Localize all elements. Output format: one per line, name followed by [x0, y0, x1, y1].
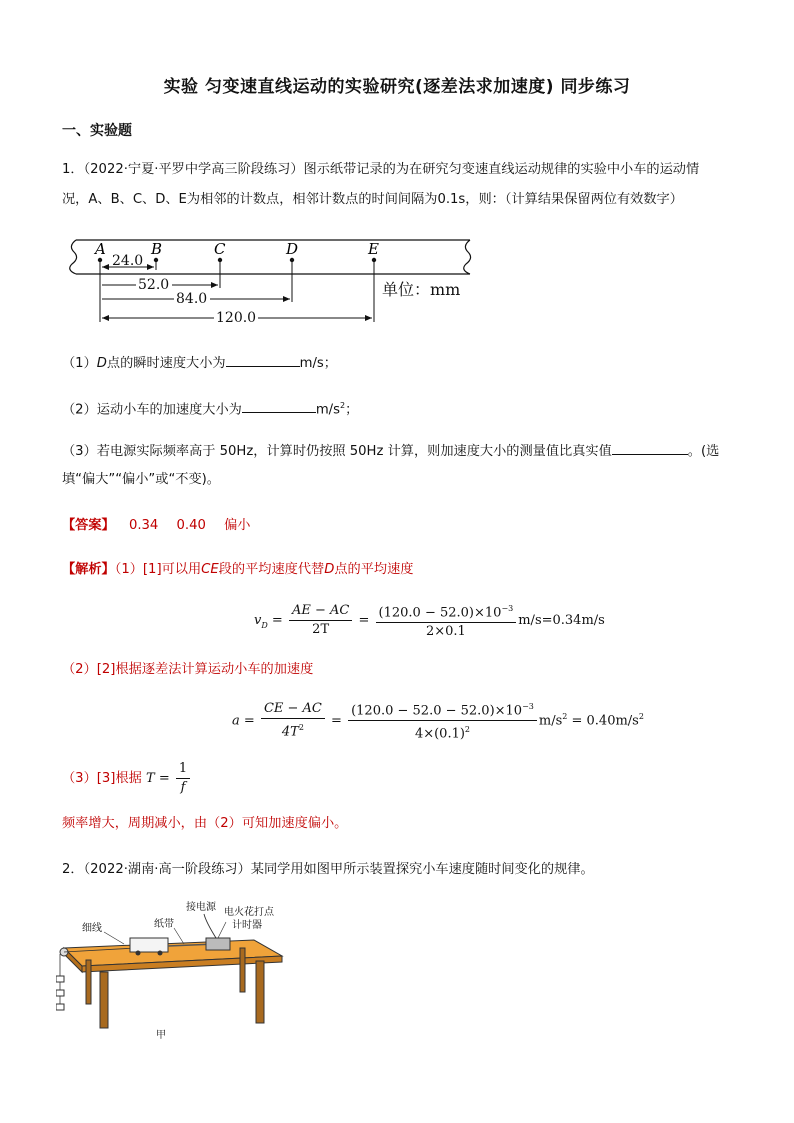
weight-icon — [56, 976, 64, 982]
q1-stem-line1: 1．（2022·宁夏·平罗中学高三阶段练习）图示纸带记录的为在研究匀变速直线运动规律的实验中小车的运动情 — [62, 162, 700, 177]
answer-row — [62, 516, 250, 536]
q1-sub1: （1）D点的瞬时速度大小为 m/s； — [62, 352, 337, 374]
power-cable — [204, 914, 216, 938]
unit-label: 单位：mm — [382, 280, 461, 299]
formula-acceleration: a = $\frac{CE - AC}{4T^2}$ = $\frac{(120.0 - 52.0 - 52.0)\times 10^{-3}}{4\times(0.1)^2}$ $m/s^2 = 0.40m/s^2$ — [232, 698, 644, 744]
analysis-line1: 【解析】（1）[1]可以用CE段的平均速度代替D点的平均速度 — [62, 562, 414, 577]
dim-ac: 52.0 — [138, 277, 170, 293]
analysis-conclusion: 频率增大，周期减小，由（2）可知加速度偏小。 — [62, 816, 348, 831]
dimension-labels — [110, 252, 460, 326]
page-title: 实验 匀变速直线运动的实验研究(逐差法求加速度) 同步练习 — [163, 77, 631, 97]
point-c-label: C — [214, 240, 226, 258]
analysis-line3: （3）[3]根据 T = $\frac{1}{f}$ — [62, 760, 192, 797]
point-d-label: D — [286, 240, 299, 258]
answer-blank-3[interactable] — [612, 440, 688, 455]
q1-sub3-line2: 填“偏大”“偏小”或“不变)。 — [62, 472, 220, 487]
spark-timer-icon — [206, 938, 230, 950]
formula-velocity: $v_D$ = $\frac{AE - AC}{2T}$ = $\frac{(120.0 - 52.0)\times 10^{-3}}{2\times 0.1}$ m/s=0.34m/s — [254, 600, 605, 641]
label-timer-line1: 电火花打点 — [224, 907, 274, 918]
q2-stem: 2．（2022·湖南·高一阶段练习）某同学用如图甲所示装置探究小车速度随时间变化的规律。 — [62, 862, 594, 877]
analysis-line2: （2）[2]根据逐差法计算运动小车的加速度 — [62, 662, 314, 677]
table-leg — [100, 972, 108, 1028]
label-timer-line2: 计时器 — [232, 920, 262, 931]
point-a-label: A — [95, 240, 106, 258]
apparatus-figure — [56, 900, 296, 1042]
answer-label: 【答案】 — [62, 518, 115, 533]
section-heading: 一、实验题 — [62, 123, 132, 139]
dim-ae: 120.0 — [216, 310, 257, 326]
q1-sub2: （2）运动小车的加速度大小为 $m/s^2$； — [62, 396, 358, 420]
cart-icon — [130, 938, 168, 952]
label-string: 细线 — [82, 923, 102, 934]
figure-caption: 甲 — [156, 1030, 166, 1041]
analysis-label: 【解析】 — [62, 562, 115, 577]
paper-tape-figure — [62, 230, 482, 330]
answer-2: 0.40 — [176, 518, 206, 533]
answer-1: 0.34 — [128, 518, 159, 533]
label-tape: 纸带 — [154, 919, 174, 930]
answer-blank-1[interactable] — [226, 352, 300, 367]
dim-ab: 24.0 — [112, 253, 144, 269]
point-b-label: B — [151, 240, 163, 258]
point-e-label: E — [368, 240, 379, 258]
dim-ad: 84.0 — [176, 291, 208, 307]
answer-3: 偏小 — [224, 518, 251, 533]
label-power: 接电源 — [186, 902, 216, 913]
q1-stem-line2: 况，A、B、C、D、E为相邻的计数点，相邻计数点的时间间隔为0.1s，则：（计算结果保留两位有效数字） — [62, 192, 683, 207]
answer-blank-2[interactable] — [242, 398, 316, 413]
q1-sub3-line1: （3）若电源实际频率高于 50Hz，计算时仍按照 50Hz 计算，则加速度大小的测量值比真实值 。(选 — [62, 440, 719, 462]
